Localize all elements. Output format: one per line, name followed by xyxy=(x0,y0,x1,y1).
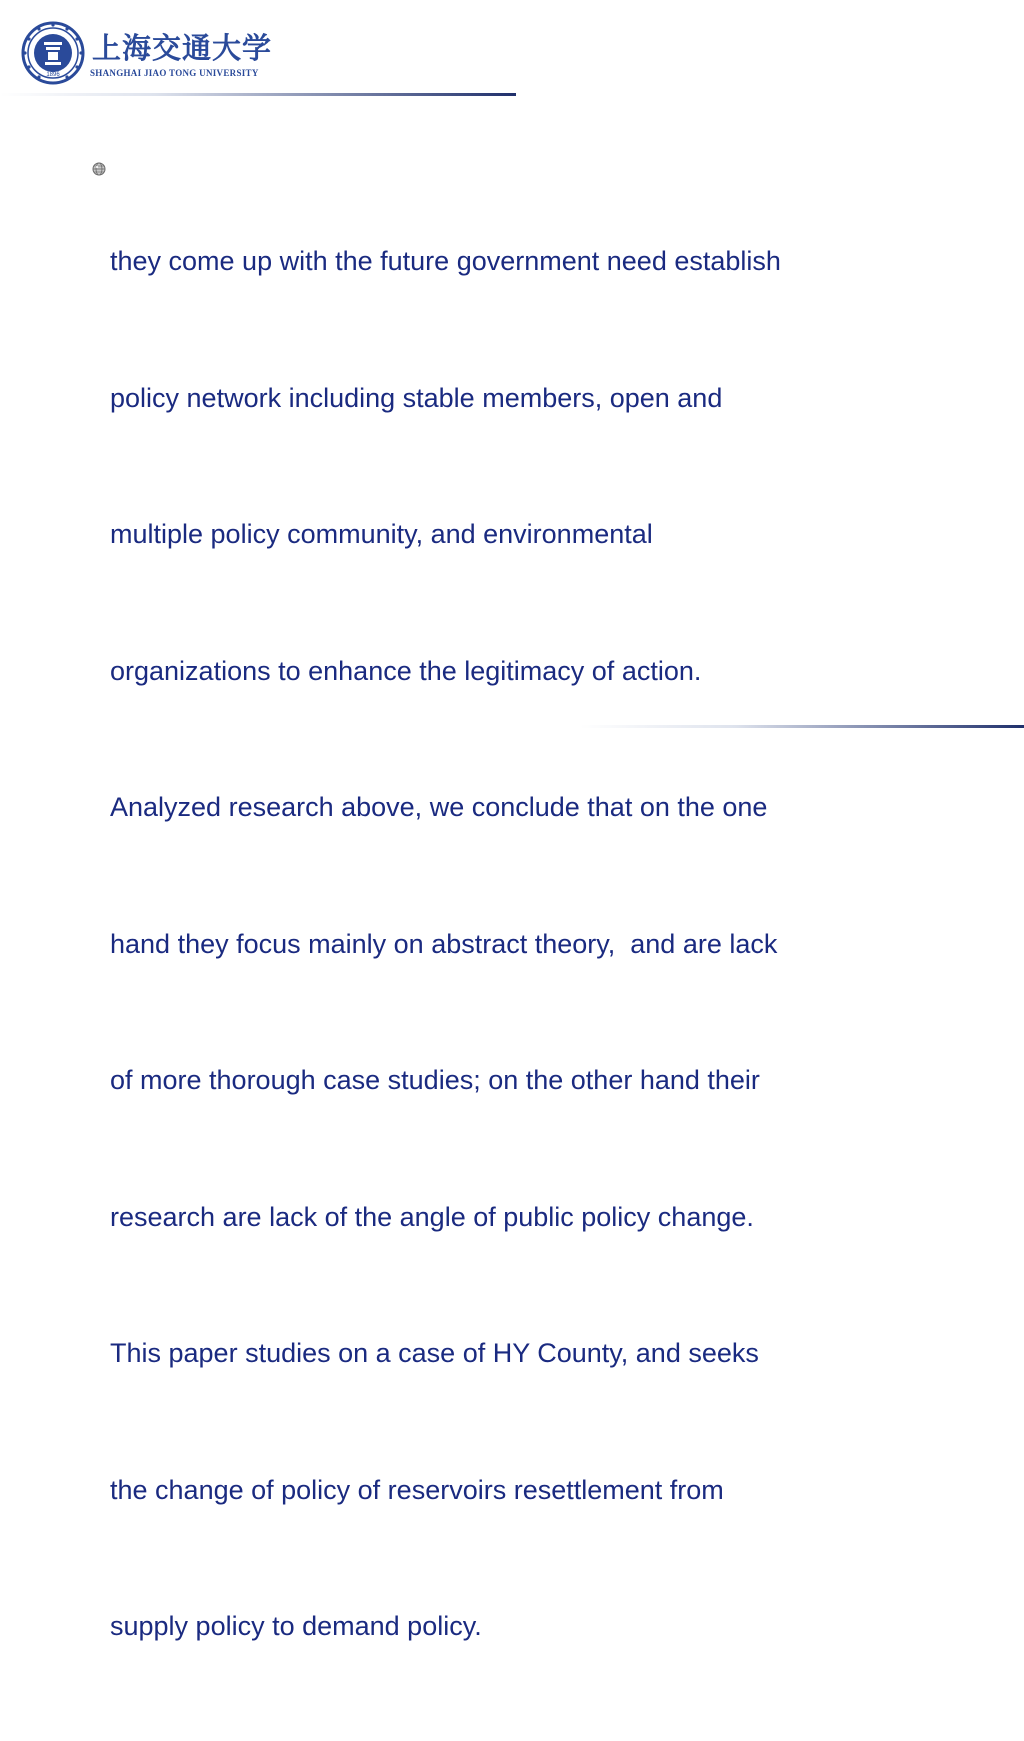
bullet-list xyxy=(92,148,972,1741)
bullet-line-5: Analyzed research above, we conclude that on the one xyxy=(110,792,768,822)
bullet-line-6: hand they focus mainly on abstract theory, and are lack xyxy=(110,928,778,959)
university-seal-icon xyxy=(20,20,273,90)
globe-bullet-icon xyxy=(92,162,106,176)
university-logo xyxy=(20,20,273,90)
bullet-line-9: This paper studies on a case of HY County, and seeks xyxy=(110,1338,759,1368)
bullet-line-8: research are lack of the angle of public policy change. xyxy=(110,1201,754,1232)
bullet-line-11: supply policy to demand policy. xyxy=(110,1611,482,1641)
seal-year-text: 1896 xyxy=(46,72,60,78)
footer-divider xyxy=(580,725,1024,728)
bullet-line-4: organizations to enhance the legitimacy of action. xyxy=(110,655,702,686)
bullet-line-7: of more thorough case studies; on the other hand their xyxy=(110,1065,760,1095)
bullet-item xyxy=(92,148,972,1741)
university-name-en: SHANGHAI JIAO TONG UNIVERSITY xyxy=(90,68,259,78)
bullet-line-1: they come up with the future government need establish xyxy=(110,246,781,276)
header-divider xyxy=(0,93,516,96)
bullet-line-3: multiple policy community, and environmental xyxy=(110,519,653,549)
bullet-paragraph xyxy=(110,148,972,1741)
university-name-cn: 上海交通大学 xyxy=(92,31,273,65)
bullet-line-2: policy network including stable members, open and xyxy=(110,382,723,413)
bullet-line-10: the change of policy of reservoirs resettlement from xyxy=(110,1474,724,1505)
